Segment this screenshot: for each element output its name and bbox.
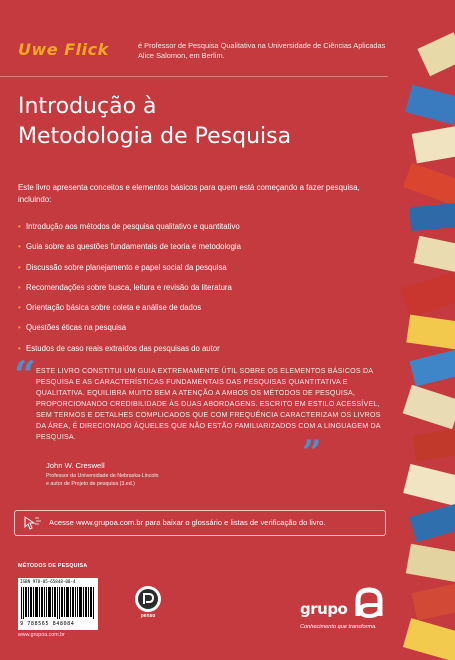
open-quote-icon: “ bbox=[14, 352, 36, 397]
quote-affiliation-line2: e autor de Projeto de pesquisa (3.ed.) bbox=[46, 481, 135, 487]
grupo-tagline: Conhecimento que transforma. bbox=[300, 624, 377, 630]
list-item-text: Orientação básica sobre coleta e análise de dados bbox=[26, 303, 202, 313]
grupo-a-logo bbox=[300, 586, 400, 636]
bullet-dot: • bbox=[18, 262, 21, 272]
book-title-line1: Introdução à bbox=[18, 94, 157, 119]
download-callout[interactable] bbox=[14, 510, 386, 536]
author-name: Uwe Flick bbox=[18, 40, 109, 59]
grupo-a-letter-icon bbox=[352, 586, 386, 620]
list-item-text: Questões éticas na pesquisa bbox=[26, 323, 127, 333]
bullet-dot: • bbox=[18, 282, 21, 292]
close-quote-icon: ” bbox=[302, 433, 322, 473]
divider bbox=[0, 76, 388, 77]
list-item-text: Discussão sobre planejamento e papel social da pesquisa bbox=[26, 262, 227, 272]
topics-list bbox=[18, 222, 388, 364]
penso-label: penso bbox=[140, 613, 156, 619]
list-item bbox=[18, 242, 388, 251]
bullet-dot: • bbox=[18, 242, 21, 252]
book-title bbox=[18, 92, 378, 152]
list-item bbox=[18, 344, 388, 353]
grupo-word: grupo bbox=[300, 600, 348, 618]
bullet-dot: • bbox=[18, 222, 21, 231]
quote-text: ESTE LIVRO CONSTITUI UM GUIA EXTREMAMENTE ÚTIL SOBRE OS ELEMENTOS BÁSICOS DA PESQUISA E AS CARACTERÍSTICAS FUNDAMENTAIS DAS PESQUISAS QUANTITATIVA E QUALITATIVA. EQUILIBRA MUITO BEM A ATENÇÃO A AMBOS OS MÉTODOS DE PESQUISA, PROPORCIONANDO CREDIBILIDADE ÀS DUAS ABORDAGENS. ESCRITO EM ESTILO ACESSÍVEL, SEM TERMOS E DETALHES COMPLICADOS QUE COM FREQUÊNCIA CARACTERIZAM OS LIVROS DA ÁREA, É DIRECIONADO ÀQUELES QUE NÃO ESTÃO FAMILIARIZADOS COM A LINGUAGEM DA PESQUISA. bbox=[36, 367, 381, 441]
isbn-barcode bbox=[18, 578, 98, 630]
list-item-text: Guia sobre as questões fundamentais de teoria e metodologia bbox=[26, 242, 241, 252]
author-bio: é Professor de Pesquisa Qualitativa na Universidade de Ciências Aplicadas Alice Salomon, em Berlim. bbox=[138, 41, 386, 60]
bullet-dot: • bbox=[18, 323, 21, 333]
bullet-dot: • bbox=[18, 343, 21, 353]
list-item bbox=[18, 222, 388, 231]
barcode-icon bbox=[21, 587, 95, 619]
list-item-text: Recomendações sobre busca, leitura e revisão da literatura bbox=[26, 282, 232, 292]
cursor-click-icon bbox=[22, 515, 44, 531]
quote-affiliation-line1: Professor da Universidade de Nebraska-Lincoln bbox=[46, 473, 159, 479]
isbn-label: ISBN 978-85-65848-08-4 bbox=[20, 579, 76, 584]
list-item-text: Estudos de caso reais extraídos das pesquisas do autor bbox=[26, 343, 220, 353]
website-link[interactable]: www.grupoa.com.br bbox=[18, 632, 65, 638]
barcode-number: 9 788565 848084 bbox=[20, 621, 75, 627]
quote-author: John W. Creswell bbox=[46, 461, 105, 470]
quote-affiliation bbox=[46, 472, 286, 488]
author-block bbox=[18, 40, 388, 74]
penso-emblem-icon bbox=[135, 586, 161, 612]
book-title-line2: Metodologia de Pesquisa bbox=[18, 124, 292, 149]
list-item bbox=[18, 263, 388, 272]
bullet-dot: • bbox=[18, 303, 21, 313]
list-item bbox=[18, 323, 388, 332]
penso-logo bbox=[135, 586, 161, 620]
series-name: MÉTODOS DE PESQUISA bbox=[18, 563, 88, 569]
list-item bbox=[18, 283, 388, 292]
books-illustration bbox=[400, 0, 455, 660]
intro-text: Este livro apresenta conceitos e elementos básicos para quem está começando a fazer pesquisa, incluindo: bbox=[18, 183, 360, 204]
download-callout-text: Acesse www.grupoa.com.br para baixar o glossário e listas de verificação do livro. bbox=[49, 518, 326, 527]
penso-symbol-icon bbox=[135, 586, 161, 612]
list-item-text: Introdução aos métodos de pesquisa qualitativo e quantitativo bbox=[26, 222, 240, 231]
list-item bbox=[18, 303, 388, 312]
